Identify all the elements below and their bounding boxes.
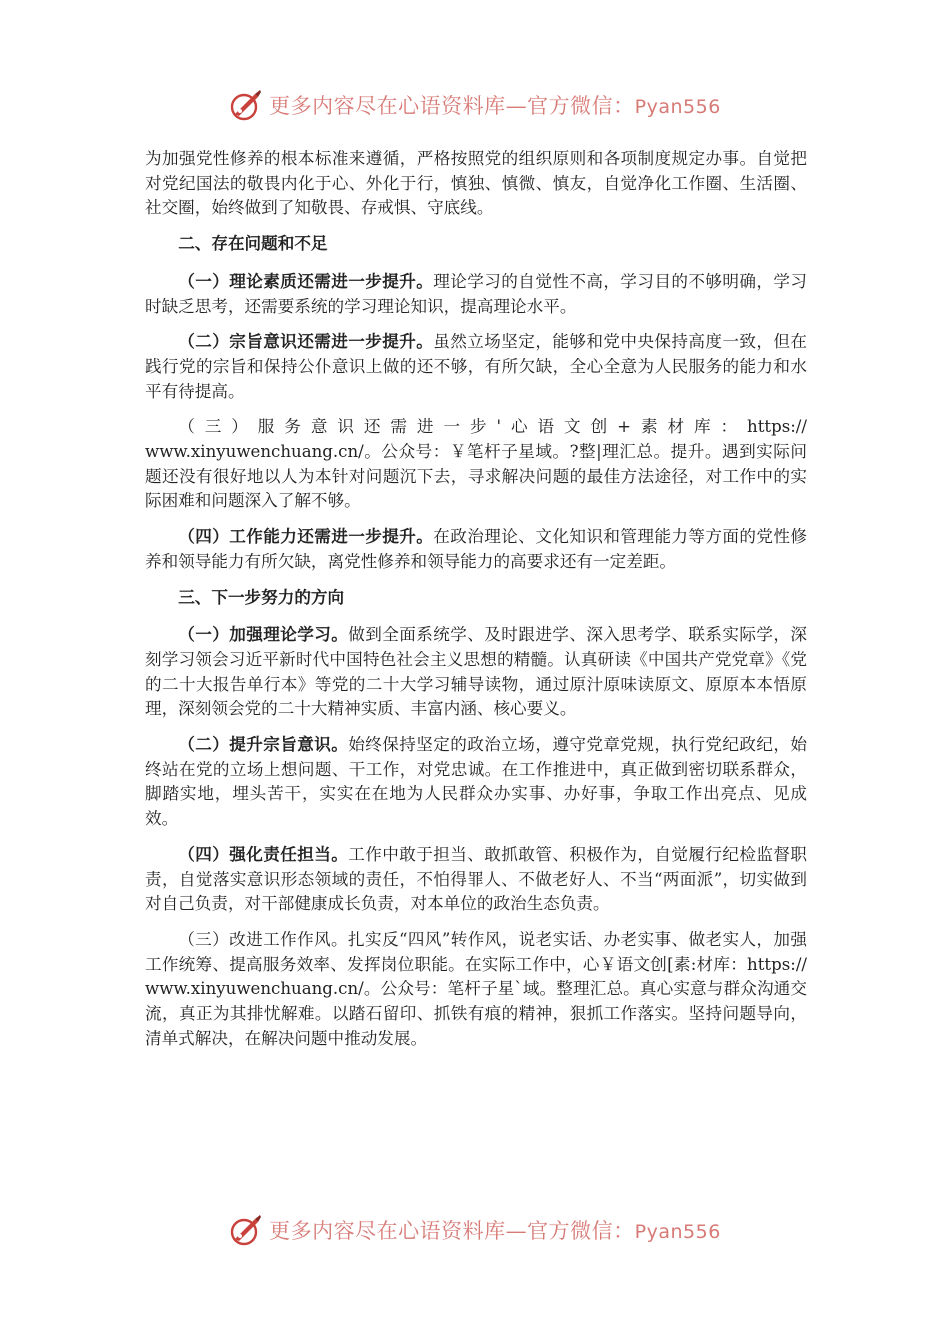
paragraph-problem-4: （四）工作能力还需进一步提升。在政治理论、文化知识和管理能力等方面的党性修养和领导能力有所欠缺，离党性修养和领导能力的高要求还有一定差距。 bbox=[145, 527, 808, 571]
paragraph-step-1: （一）加强理论学习。做到全面系统学、及时跟进学、深入思考学、联系实际学，深刻学习领会习近平新时代中国特色社会主义思想的精髓。认真研读《中国共产党党章》《党的二十大报告单行本》等党的二十大学习辅导读物，通过原汁原味读原文、原原本本悟原理，深刻领会党的二十大精神实质、丰富内涵、核心要义。 bbox=[145, 625, 808, 719]
paragraph-problem-1: （一）理论素质还需进一步提升。理论学习的自觉性不高，学习目的不够明确，学习时缺乏思考，还需要系统的学习理论知识，提高理论水平。 bbox=[145, 271, 808, 316]
header-watermark-banner bbox=[0, 80, 950, 130]
pen-logo-icon bbox=[229, 1213, 263, 1247]
header-banner-text: 更多内容尽在心语资料库—官方微信：Pyan556 bbox=[269, 94, 721, 118]
footer-watermark-banner bbox=[0, 1205, 950, 1255]
paragraph-intro: 为加强党性修养的根本标准来遵循，严格按照党的组织原则和各项制度规定办事。自觉把对党纪国法的敬畏内化于心、外化于行，慎独、慎微、慎友，自觉净化工作圈、生活圈、社交圈，始终做到了知敬畏、存戒惧、守底线。 bbox=[145, 149, 807, 218]
paragraph-problem-2: （二）宗旨意识还需进一步提升。虽然立场坚定，能够和党中央保持高度一致，但在践行党的宗旨和保持公仆意识上做的还不够，有所欠缺，全心全意为人民服务的能力和水平有待提高。 bbox=[145, 332, 808, 401]
paragraph-problem-3 bbox=[145, 415, 807, 514]
paragraph-step-4: （四）强化责任担当。工作中敢于担当、敢抓敢管、积极作为，自觉履行纪检监督职责，自觉落实意识形态领域的责任，不怕得罪人、不做老好人、不当“两面派”，切实做到对自己负责，对干部健康成长负责，对本单位的政治生态负责。 bbox=[145, 844, 808, 914]
document-body bbox=[145, 147, 807, 1063]
pen-logo-icon bbox=[229, 88, 263, 122]
section-heading-problems: 二、存在问题和不足 bbox=[178, 234, 328, 254]
paragraph-problem-3-line1: （三）服务意识还需进一步'心语文创+素材库：https:// bbox=[178, 417, 807, 437]
paragraph-step-3: （三）改进工作作风。扎实反“四风”转作风，说老实话、办老实事、做老实人，加强工作统筹、提高服务效率、发挥岗位职能。在实际工作中，心￥语文创[素:材库：https://www.xinyuwenchuang.cn/。公众号：笔杆子星`域。整理汇总。真心实意与群众沟通交流，真正为其排忧解难。以踏石留印、抓铁有痕的精神，狠抓工作落实。坚持问题导向，清单式解决，在解决问题中推动发展。 bbox=[145, 929, 807, 1048]
paragraph-problem-3-rest: www.xinyuwenchuang.cn/。公众号：￥笔杆子星域。?整|理汇总。提升。遇到实际问题还没有很好地以人为本针对问题沉下去，寻求解决问题的最佳方法途径，对工作中的实际困难和问题深入了解不够。 bbox=[145, 442, 807, 511]
footer-banner-text: 更多内容尽在心语资料库—官方微信：Pyan556 bbox=[269, 1219, 721, 1243]
section-heading-next-steps: 三、下一步努力的方向 bbox=[178, 587, 345, 607]
paragraph-step-2: （二）提升宗旨意识。始终保持坚定的政治立场，遵守党章党规，执行党纪政纪，始终站在党的立场上想问题、干工作，对党忠诚。在工作推进中，真正做到密切联系群众，脚踏实地，埋头苦干，实实在在地为人民群众办实事、办好事，争取工作出亮点、见成效。 bbox=[145, 735, 808, 829]
